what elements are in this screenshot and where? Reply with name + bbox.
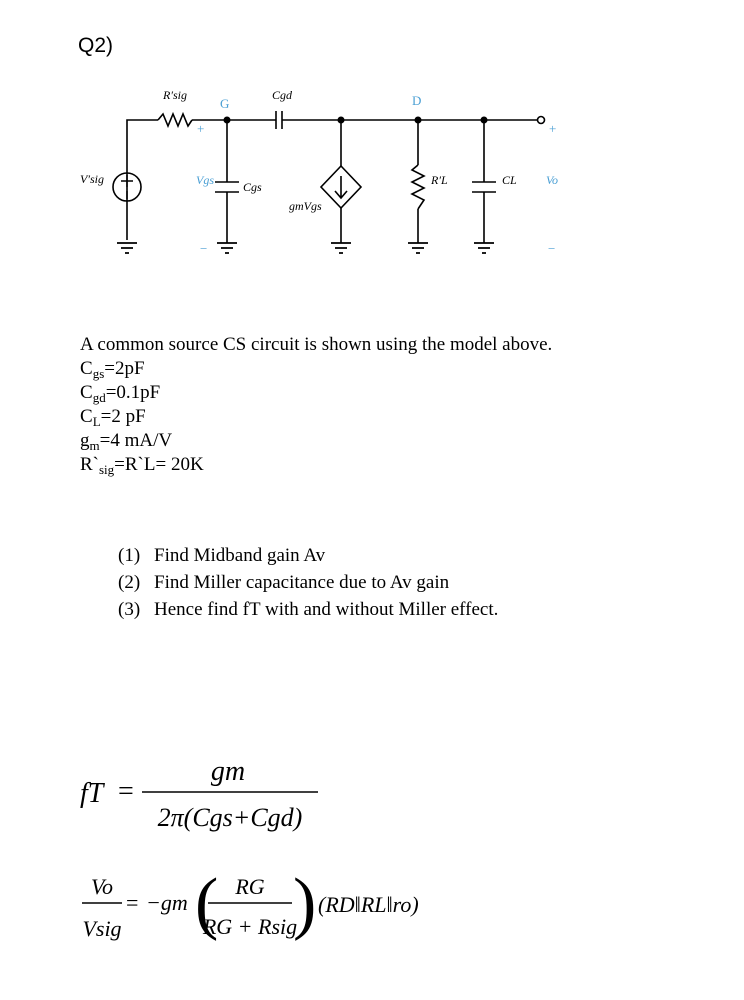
ft-formula (0, 740, 744, 860)
r-l-resistor (412, 165, 424, 209)
c-gs-label: Cgs (243, 180, 262, 194)
param-gm: $g_m=4$ mA/V (80, 430, 173, 453)
gain-equals: = (126, 890, 139, 915)
r-sig-resistor (158, 114, 192, 126)
c-gs-capacitor (215, 182, 239, 192)
v-o-label: Vo (546, 173, 558, 187)
ft-denominator: 2π(Cgs+Cgd) (157, 803, 303, 832)
ft-numerator: gm (210, 756, 246, 787)
circuit-diagram (0, 0, 744, 300)
plus-g: + (197, 121, 205, 136)
question-item: (3) Hence find fT with and without Miller effect. (118, 599, 499, 620)
left-paren: ( (195, 865, 219, 942)
ft-equals: = (118, 776, 134, 807)
minus-g: − (200, 241, 208, 256)
gain-frac-den: RG + Rsig (202, 914, 298, 939)
c-gd-capacitor (276, 111, 282, 129)
problem-text (80, 333, 552, 477)
param-cgs: $C_{gs}=2pF$ (80, 358, 145, 381)
r-sig-label: R′sig (163, 88, 187, 102)
gain-minus-gm: −gm (146, 890, 188, 915)
gain-lhs-num: Vo (91, 874, 113, 899)
question-item: (1) Find Midband gain Av (118, 545, 326, 566)
node-g-label: G (220, 96, 230, 111)
v-sig-label: V′sig (80, 172, 104, 186)
gain-frac-num: RG (235, 874, 265, 899)
ground-symbols (117, 243, 494, 253)
right-paren: ) (293, 865, 317, 942)
minus-o: − (548, 241, 556, 256)
param-cl: $C_L=2$ pF (80, 406, 146, 429)
r-l-label: R′L (431, 173, 448, 187)
c-l-capacitor (472, 182, 496, 192)
param-rsig-rl: $R`_{sig}=R`L= 20K$ (80, 454, 204, 477)
c-l-label: CL (502, 173, 517, 187)
v-gs-label: Vgs (196, 173, 214, 187)
c-gd-label: Cgd (272, 88, 293, 102)
question-item: (2) Find Miller capacitance due to Av gain (118, 572, 450, 593)
node-d-label: D (412, 93, 422, 108)
question-list (118, 542, 498, 623)
gm-vgs-label: gmVgs (289, 199, 322, 213)
description: A common source CS circuit is shown using the model above. (80, 334, 553, 355)
question-label: Q2) (78, 34, 114, 57)
ft-lhs: fT (80, 778, 104, 809)
param-cgd: $C_{gd}=0.1pF$ (80, 382, 161, 405)
gain-formula (0, 860, 744, 970)
plus-o: + (549, 121, 557, 136)
gain-parallel: (RD‖RL‖ro) (318, 892, 419, 917)
gain-lhs-den: Vsig (82, 916, 122, 941)
